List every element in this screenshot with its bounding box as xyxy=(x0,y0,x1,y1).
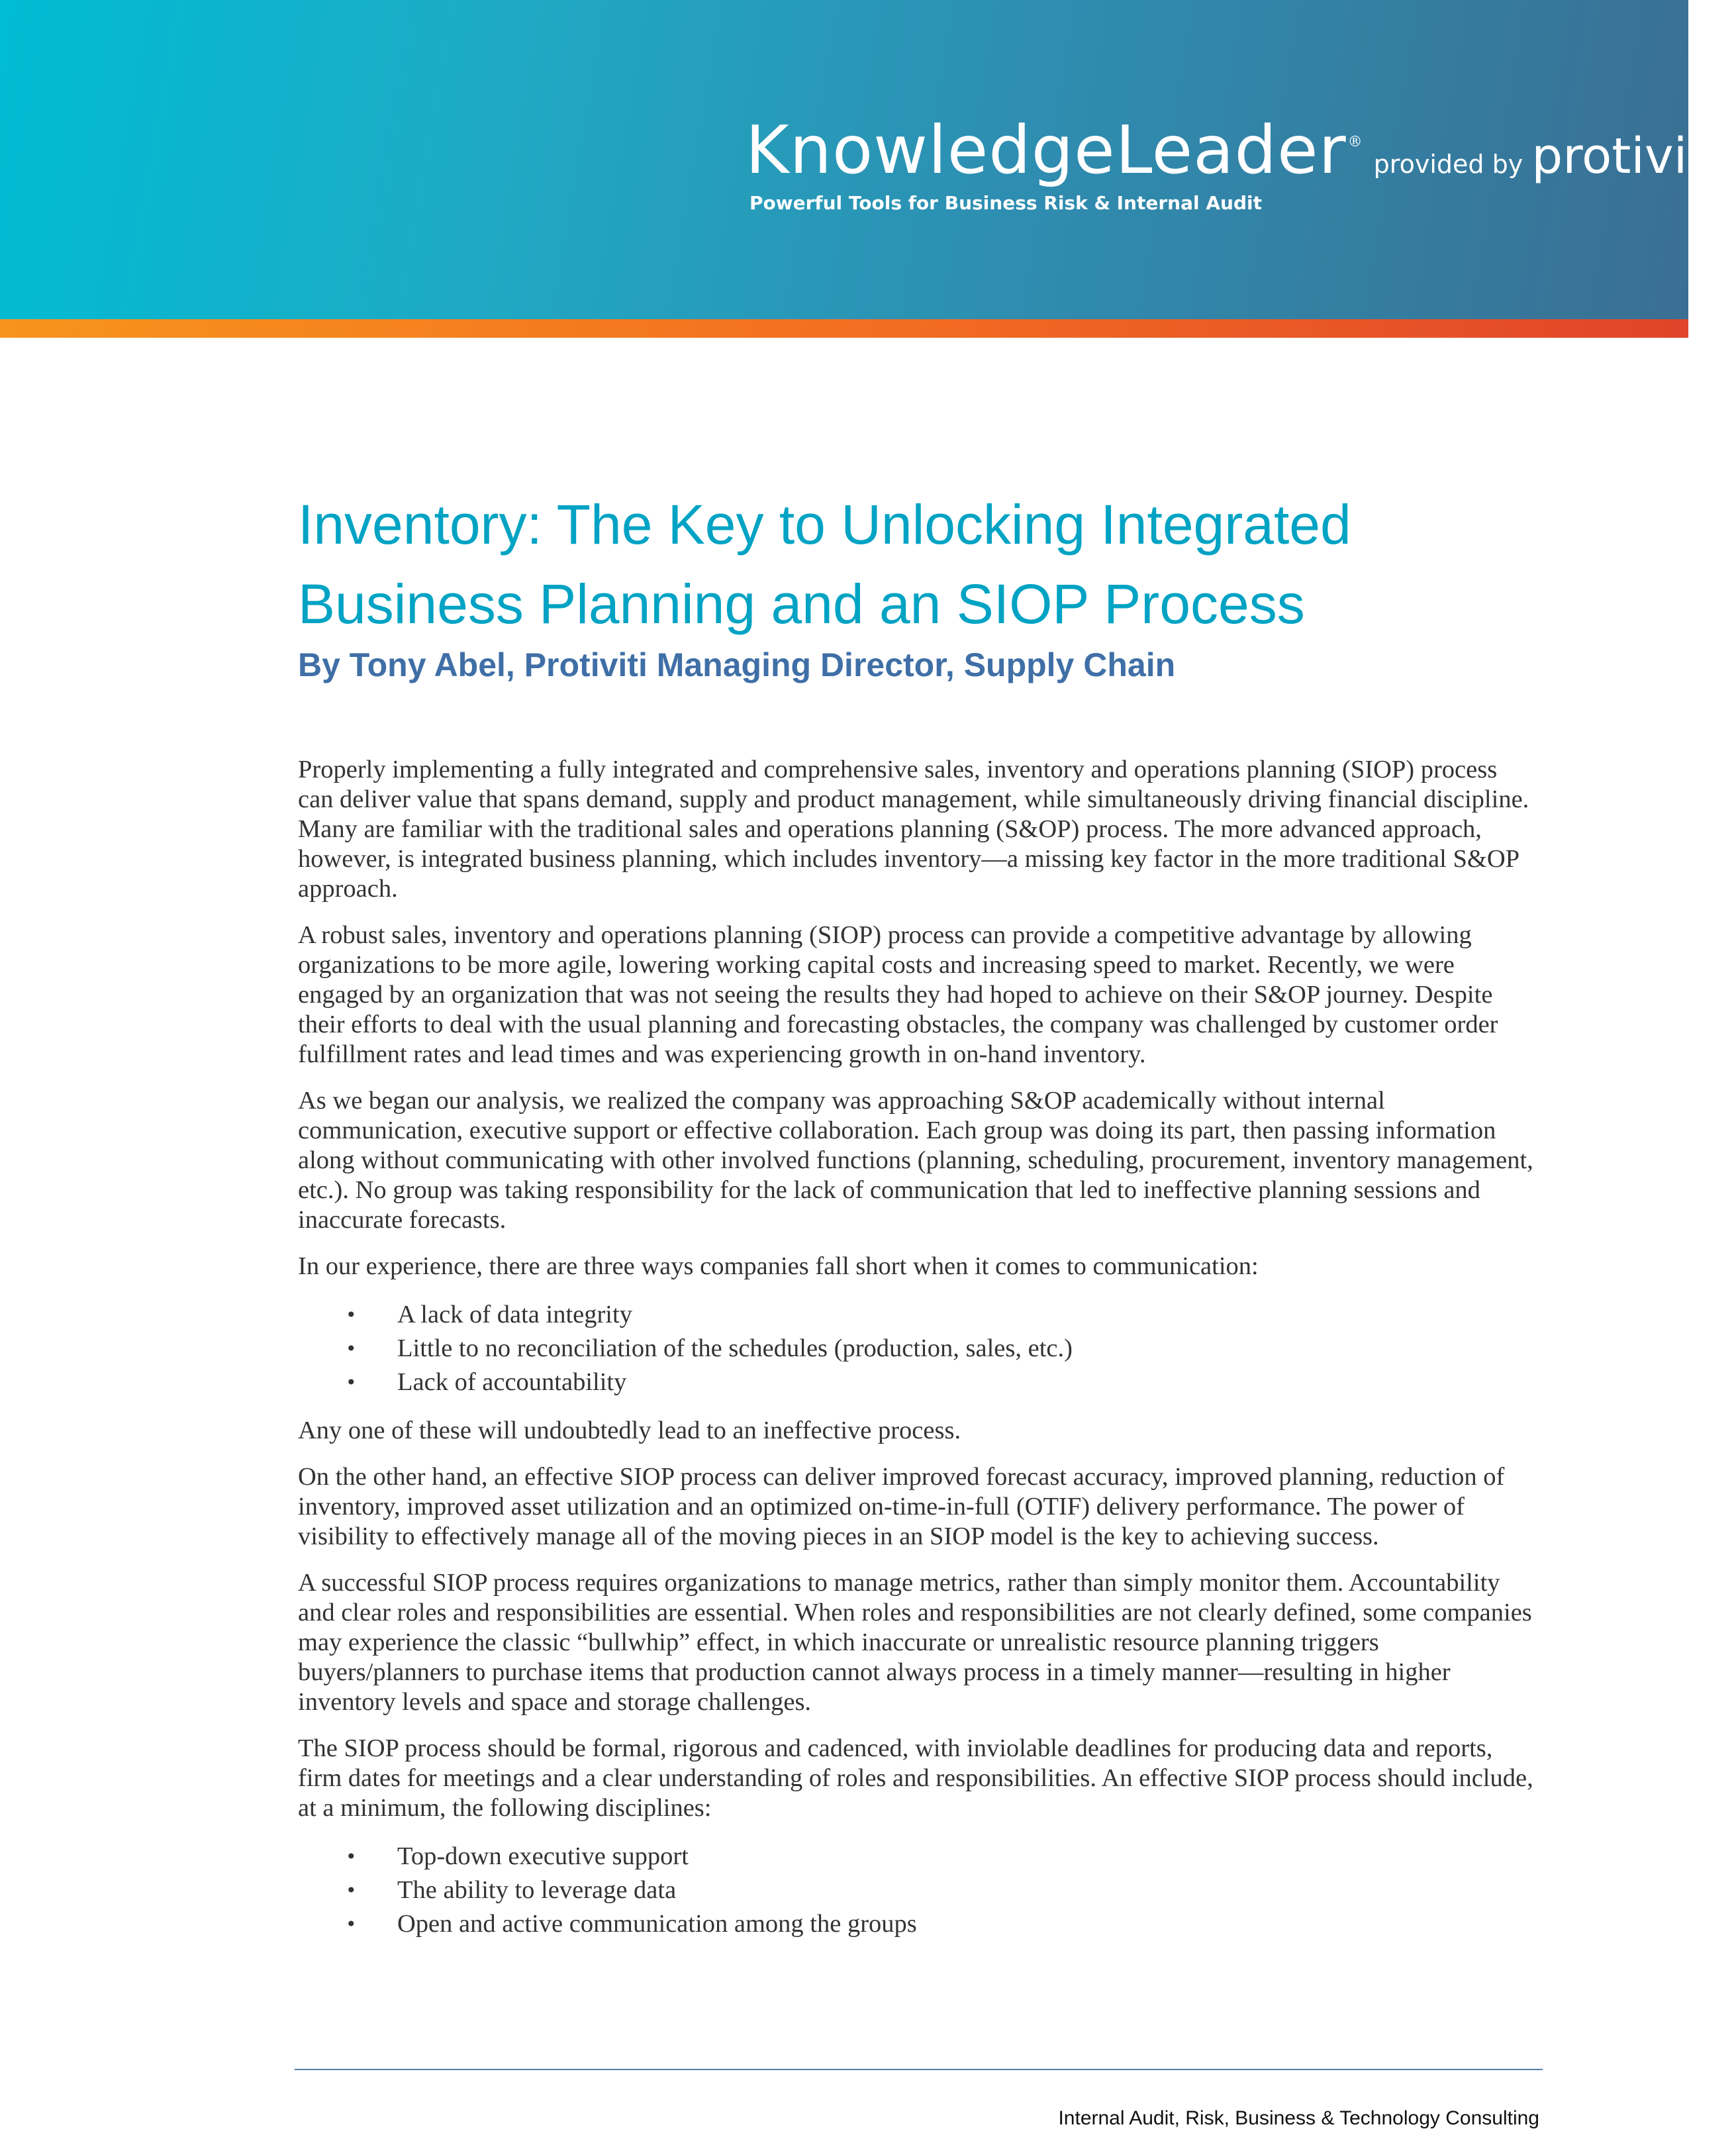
company-name: protiviti xyxy=(1531,128,1720,185)
list-item: • The ability to leverage data xyxy=(298,1873,1536,1907)
article-body xyxy=(298,755,1536,1958)
article-title: Inventory: The Key to Unlocking Integrated Business Planning and an SIOP Process xyxy=(298,493,1351,635)
list-item: • Little to no reconciliation of the schedules (production, sales, etc.) xyxy=(298,1332,1536,1366)
list-item: • Top-down executive support xyxy=(298,1840,1536,1873)
brand-registered-mark: ® xyxy=(1347,134,1363,150)
list-item: • Open and active communication among the groups xyxy=(298,1907,1536,1941)
footer-tagline: Internal Audit, Risk, Business & Technology Consulting xyxy=(1058,2107,1539,2129)
paragraph: As we began our analysis, we realized the company was approaching S&OP academically without internal communication, executive support or effective collaboration. Each group was doing its part, then passing information along without communicating with other involved functions (planning, scheduling, procurement, inventory management, etc.). No group was taking responsibility for the lack of communication that led to ineffective planning sessions and inaccurate forecasts. xyxy=(298,1087,1533,1234)
paragraph: On the other hand, an effective SIOP process can deliver improved forecast accuracy, improved planning, reduction of inventory, improved asset utilization and an optimized on-time-in-full (OTIF) delivery performance. The power of visibility to effectively manage all of the moving pieces in an SIOP model is the key to achieving success. xyxy=(298,1463,1505,1550)
brand-logo xyxy=(746,111,1736,189)
list-item: • A lack of data integrity xyxy=(298,1298,1536,1332)
brand-tagline: Powerful Tools for Business Risk & Internal Audit xyxy=(749,192,1262,214)
list-item: • Lack of accountability xyxy=(298,1366,1536,1399)
header-banner xyxy=(0,0,1736,319)
paragraph: Properly implementing a fully integrated and comprehensive sales, inventory and operations planning (SIOP) process can deliver value that spans demand, supply and product management, while simultaneously driving financial discipline. Many are familiar with the traditional sales and operations planning (S&OP) process. The more advanced approach, however, is integrated business planning, which includes inventory—a missing key factor in the more traditional S&OP approach. xyxy=(298,756,1529,903)
company-registered-mark: ® xyxy=(1721,134,1736,150)
footer-divider xyxy=(295,2069,1543,2070)
paragraph: In our experience, there are three ways companies fall short when it comes to communication: xyxy=(298,1252,1259,1280)
article-byline: By Tony Abel, Protiviti Managing Director, Supply Chain xyxy=(298,646,1176,683)
paragraph: A robust sales, inventory and operations planning (SIOP) process can provide a competitive advantage by allowing organizations to be more agile, lowering working capital costs and increasing speed to market. Recently, we were engaged by an organization that was not seeing the results they had hoped to achieve on their S&OP journey. Despite their efforts to deal with the usual planning and forecasting obstacles, the company was challenged by customer order fulfillment rates and lead times and was experiencing growth in on-hand inventory. xyxy=(298,921,1498,1068)
paragraph: The SIOP process should be formal, rigorous and cadenced, with inviolable deadlines for producing data and reports, firm dates for meetings and a clear understanding of roles and responsibilities. An effective SIOP process should include, at a minimum, the following disciplines: xyxy=(298,1734,1533,1822)
provided-by-label: provided by xyxy=(1373,150,1523,179)
paragraph: Any one of these will undoubtedly lead to an ineffective process. xyxy=(298,1417,961,1444)
paragraph: A successful SIOP process requires organizations to manage metrics, rather than simply monitor them. Accountability and clear roles and responsibilities are essential. When roles and responsibilities are not clearly defined, some companies may experience the classic “bullwhip” effect, in which inaccurate or unrealistic resource planning triggers buyers/planners to purchase items that production cannot always process in a timely manner—resulting in higher inventory levels and space and storage challenges. xyxy=(298,1569,1532,1716)
header-accent-bar xyxy=(0,319,1688,338)
shortfalls-list xyxy=(298,1298,1536,1399)
brand-name: KnowledgeLeader xyxy=(746,111,1347,189)
disciplines-list xyxy=(298,1840,1536,1941)
